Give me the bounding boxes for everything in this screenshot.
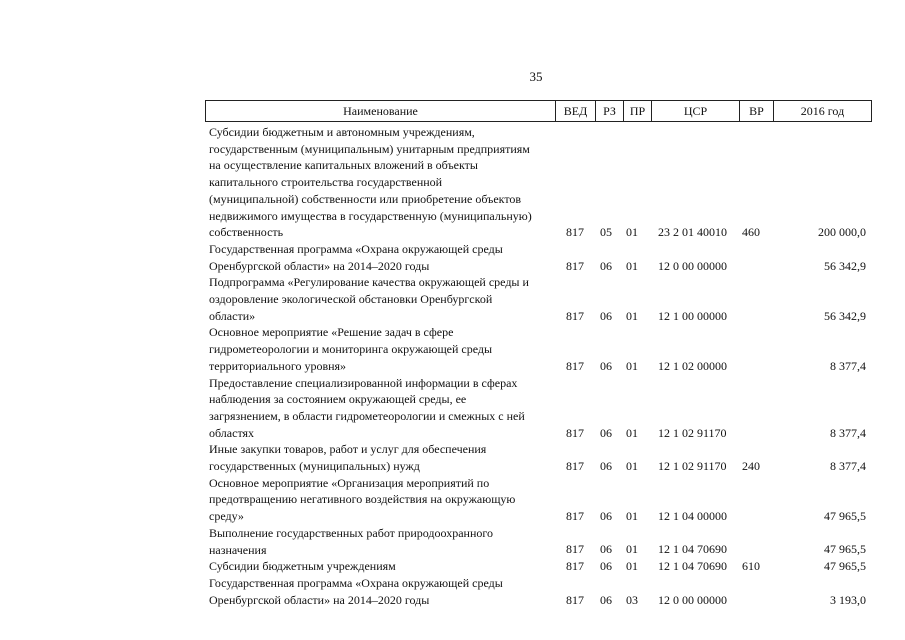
row-sum: 3 193,0 <box>830 592 866 607</box>
row-csr: 12 1 04 00000 <box>658 509 727 524</box>
row-rz: 06 <box>600 258 612 273</box>
table-row <box>0 441 905 474</box>
row-ved: 817 <box>566 308 584 323</box>
table-row <box>0 575 905 608</box>
row-vr: 610 <box>742 559 760 574</box>
row-name: Предоставление специализированной информации в сферах наблюдения за состоянием окружающей среды, ее загрязнением, в области гидрометеорологии и смежных с ней областях <box>209 375 525 440</box>
row-csr: 12 1 02 91170 <box>658 425 727 440</box>
row-sum: 8 377,4 <box>830 458 866 473</box>
header-name: Наименование <box>206 101 556 121</box>
row-rz: 06 <box>600 542 612 557</box>
row-pr: 01 <box>626 258 638 273</box>
header-csr: ЦСР <box>652 101 740 121</box>
row-name: Выполнение государственных работ природоохранного назначения <box>209 525 494 557</box>
header-year: 2016 год <box>800 104 845 118</box>
row-pr: 01 <box>626 542 638 557</box>
row-name: Основное мероприятие «Организация мероприятий по предотвращению негативного воздействия на окружающую среду» <box>209 475 516 524</box>
row-sum: 56 342,9 <box>824 258 866 273</box>
row-ved: 817 <box>566 542 584 557</box>
row-rz: 06 <box>600 425 612 440</box>
row-csr: 23 2 01 40010 <box>658 225 727 240</box>
row-ved: 817 <box>566 592 584 607</box>
header-vr: ВР <box>740 101 774 121</box>
row-pr: 01 <box>626 308 638 323</box>
row-sum: 56 342,9 <box>824 308 866 323</box>
row-csr: 12 0 00 00000 <box>658 592 727 607</box>
row-sum: 8 377,4 <box>830 425 866 440</box>
table-header <box>205 100 872 122</box>
row-name: Государственная программа «Охрана окружающей среды Оренбургской области» на 2014–2020 годы <box>209 575 503 607</box>
row-sum: 200 000,0 <box>818 225 866 240</box>
row-csr: 12 1 02 91170 <box>658 458 727 473</box>
table-row <box>0 324 905 374</box>
row-rz: 06 <box>600 559 612 574</box>
row-csr: 12 1 04 70690 <box>658 542 727 557</box>
table-row <box>0 525 905 558</box>
row-vr: 240 <box>742 458 760 473</box>
row-name: Подпрограмма «Регулирование качества окружающей среды и оздоровление экологической обстановки Оренбургской области» <box>209 275 529 323</box>
header-pr: ПР <box>624 101 652 121</box>
table-row <box>0 124 905 241</box>
row-pr: 01 <box>626 425 638 440</box>
row-sum: 47 965,5 <box>824 542 866 557</box>
row-rz: 05 <box>600 225 612 240</box>
row-rz: 06 <box>600 458 612 473</box>
row-rz: 06 <box>600 308 612 323</box>
row-rz: 06 <box>600 592 612 607</box>
row-rz: 06 <box>600 358 612 373</box>
header-ved: ВЕД <box>556 101 596 121</box>
row-rz: 06 <box>600 509 612 524</box>
row-pr: 03 <box>626 592 638 607</box>
row-pr: 01 <box>626 358 638 373</box>
row-ved: 817 <box>566 458 584 473</box>
header-rz: РЗ <box>596 101 624 121</box>
row-pr: 01 <box>626 509 638 524</box>
row-pr: 01 <box>626 225 638 240</box>
row-ved: 817 <box>566 425 584 440</box>
page-number: 35 <box>529 69 543 84</box>
row-name: Субсидии бюджетным учреждениям <box>209 559 396 574</box>
row-csr: 12 1 00 00000 <box>658 308 727 323</box>
row-name: Иные закупки товаров, работ и услуг для обеспечения государственных (муниципальных) нужд <box>209 442 487 473</box>
row-csr: 12 1 04 70690 <box>658 559 727 574</box>
row-sum: 8 377,4 <box>830 358 866 373</box>
row-ved: 817 <box>566 509 584 524</box>
row-pr: 01 <box>626 559 638 574</box>
row-ved: 817 <box>566 258 584 273</box>
row-name: Основное мероприятие «Решение задач в сфере гидрометеорологии и мониторинга окружающей среды территориального уровня» <box>209 325 493 373</box>
row-pr: 01 <box>626 458 638 473</box>
row-csr: 12 0 00 00000 <box>658 258 727 273</box>
row-sum: 47 965,5 <box>824 509 866 524</box>
row-name: Государственная программа «Охрана окружающей среды Оренбургской области» на 2014–2020 годы <box>209 241 503 273</box>
table-row <box>0 475 905 525</box>
row-csr: 12 1 02 00000 <box>658 358 727 373</box>
row-ved: 817 <box>566 559 584 574</box>
row-name: Субсидии бюджетным и автономным учреждениям, государственным (муниципальным) унитарным предприятиям на осуществление капитальных вложений в объекты капитального строительства государственной (муниципальной) собственности или приобретение объектов недвижимого имущества в государственную (муниципальную) собственность <box>209 125 532 240</box>
table-row <box>0 241 905 274</box>
table-row <box>0 375 905 442</box>
table-row <box>0 274 905 324</box>
row-sum: 47 965,5 <box>824 559 866 574</box>
table-row <box>0 558 905 575</box>
row-ved: 817 <box>566 225 584 240</box>
row-ved: 817 <box>566 358 584 373</box>
row-vr: 460 <box>742 225 760 240</box>
